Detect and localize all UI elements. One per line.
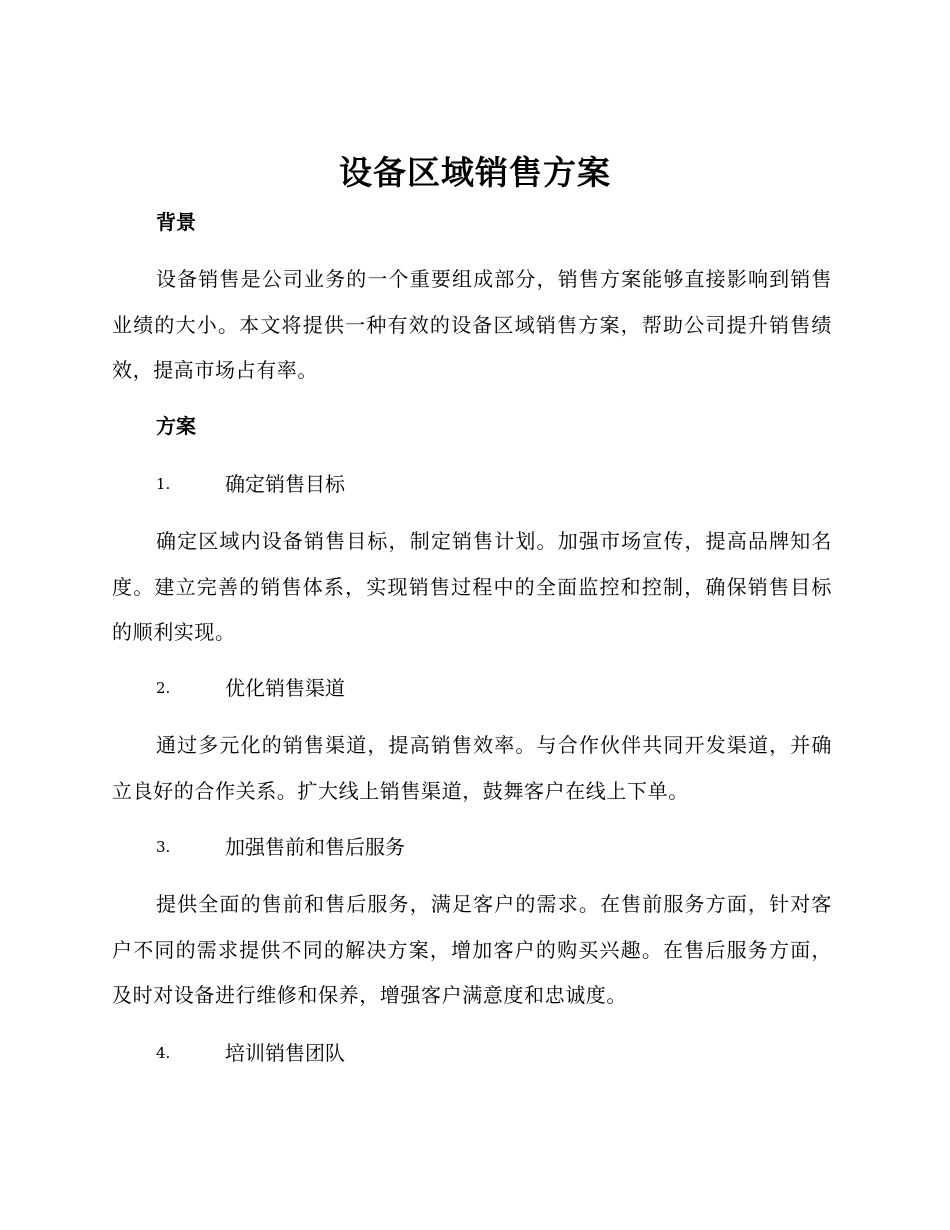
background-paragraph: 设备销售是公司业务的一个重要组成部分，销售方案能够直接影响到销售业绩的大小。本文将提供一种有效的设备区域销售方案，帮助公司提升销售绩效，提高市场占有率。	[112, 267, 832, 382]
plan-item-2-paragraph: 通过多元化的销售渠道，提高销售效率。与合作伙伴共同开发渠道，并确立良好的合作关系。扩大线上销售渠道，鼓舞客户在线上下单。	[112, 733, 832, 803]
plan-item-label: 培训销售团队	[225, 1041, 345, 1065]
plan-item-number: 4.	[156, 1044, 171, 1062]
plan-item-label: 优化销售渠道	[225, 676, 345, 700]
plan-item-number: 1.	[156, 475, 171, 493]
document-title: 设备区域销售方案	[339, 153, 611, 192]
plan-item-label: 确定销售目标	[225, 472, 345, 496]
plan-item-number: 2.	[156, 679, 171, 697]
section-heading-plan: 方案	[156, 414, 196, 438]
plan-item-label: 加强售前和售后服务	[225, 835, 405, 859]
plan-item-number: 3.	[156, 838, 171, 856]
plan-item-1-paragraph: 确定区域内设备销售目标，制定销售计划。加强市场宣传，提高品牌知名度。建立完善的销售体系，实现销售过程中的全面监控和控制，确保销售目标的顺利实现。	[112, 529, 832, 644]
section-heading-background: 背景	[156, 210, 196, 234]
plan-item-3-paragraph: 提供全面的售前和售后服务，满足客户的需求。在售前服务方面，针对客户不同的需求提供不同的解决方案，增加客户的购买兴趣。在售后服务方面，及时对设备进行维修和保养，增强客户满意度和忠诚度。	[112, 892, 832, 1007]
